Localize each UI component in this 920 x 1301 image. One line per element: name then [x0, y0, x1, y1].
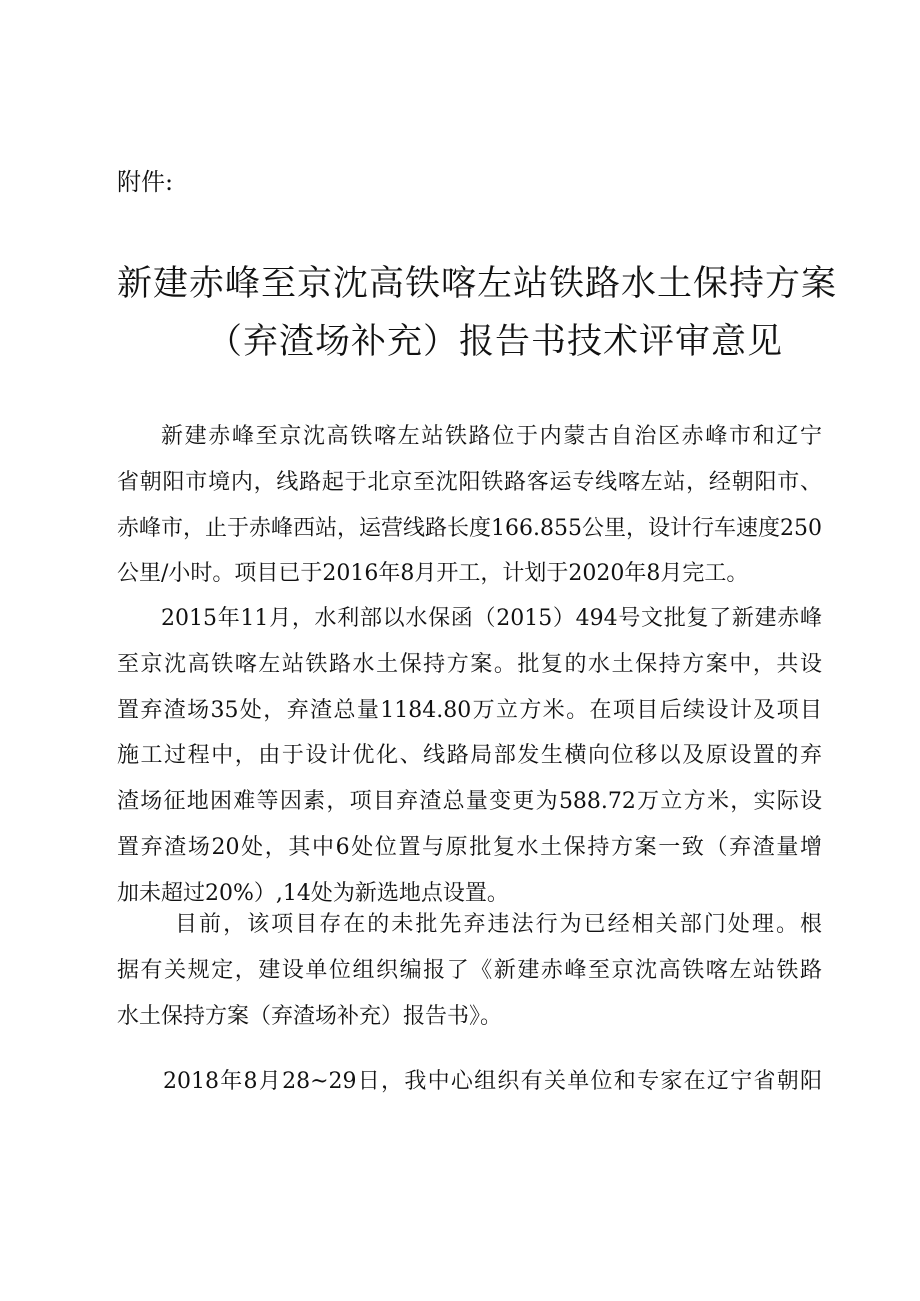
- paragraph-line: 加未超过20%）,14处为新选地点设置。: [117, 880, 509, 906]
- paragraph-line: 省朝阳市境内，线路起于北京至沈阳铁路客运专线喀左站，经朝阳市、: [117, 469, 822, 495]
- paragraph-line: 新建赤峰至京沈高铁喀左站铁路位于内蒙古自治区赤峰市和辽宁: [161, 424, 822, 449]
- paragraph-line: 据有关规定，建设单位组织编报了《新建赤峰至京沈高铁喀左站铁路: [117, 957, 822, 983]
- paragraph-review-meeting: [117, 1059, 822, 1105]
- paragraph-line: 至京沈高铁喀左站铁路水土保持方案。批复的水土保持方案中，共设: [117, 651, 822, 677]
- paragraph-line: 2018年8月28~29日，我中心组织有关单位和专家在辽宁省朝阳: [163, 1069, 822, 1094]
- paragraph-line: 目前，该项目存在的未批先弃违法行为已经相关部门处理。根: [175, 912, 822, 937]
- paragraph-approval-history: [117, 596, 822, 917]
- paragraph-project-overview: [117, 414, 822, 597]
- paragraph-line: 施工过程中，由于设计优化、线路局部发生横向位移以及原设置的弃: [117, 743, 822, 769]
- paragraph-line: 置弃渣场35处，弃渣总量1184.80万立方米。在项目后续设计及项目: [117, 697, 822, 723]
- paragraph-line: 赤峰市，止于赤峰西站，运营线路长度166.855公里，设计行车速度250: [117, 515, 822, 541]
- paragraph-line: 公里/小时。项目已于2016年8月开工，计划于2020年8月完工。: [117, 561, 749, 587]
- document-title-line-1: 新建赤峰至京沈高铁喀左站铁路水土保持方案: [117, 264, 838, 304]
- attachment-label: 附件:: [117, 168, 174, 196]
- paragraph-line: 置弃渣场20处，其中6处位置与原批复水土保持方案一致（弃渣量增: [117, 834, 822, 860]
- document-title-line-2: （弃渣场补充）报告书技术评审意见: [207, 322, 784, 362]
- paragraph-line: 2015年11月，水利部以水保函（2015）494号文批复了新建赤峰: [161, 606, 822, 631]
- paragraph-current-status: [117, 902, 822, 1039]
- paragraph-line: 水土保持方案（弃渣场补充）报告书》。: [117, 1003, 503, 1029]
- paragraph-line: 渣场征地困难等因素，项目弃渣总量变更为588.72万立方米，实际设: [117, 789, 822, 815]
